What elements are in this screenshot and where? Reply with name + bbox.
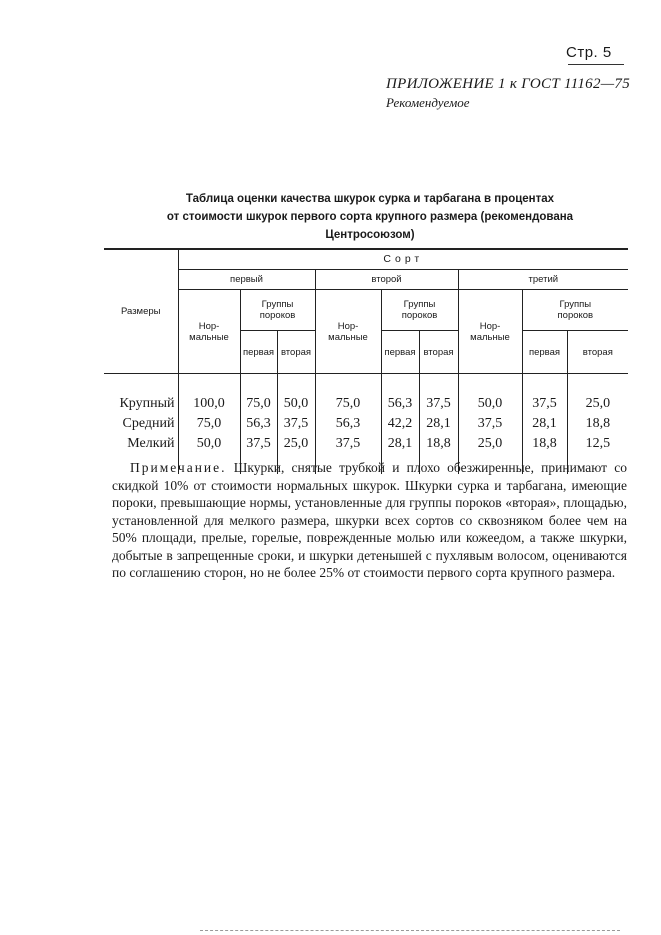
column-header-groups: Группы пороков: [381, 290, 458, 331]
column-header-grade-3: третий: [458, 270, 628, 290]
column-header-group-first: первая: [240, 331, 277, 374]
table-cell: 28,1: [381, 434, 419, 454]
table-cell: 37,5: [315, 434, 381, 454]
table-row: [104, 414, 628, 434]
table-note: [112, 459, 627, 582]
recommended-label: Рекомендуемое: [386, 95, 470, 110]
table-cell: 42,2: [381, 414, 419, 434]
note-text: Шкурки, снятые трубкой и плохо обезжиренные, принимают со скидкой 10% от стоимости нормальных шкурок. Шкурки сурка и тарбагана, имеющие пороки, превышающие нормы, установленные для группы пороков «вторая», площадью, установленной для мелкого размера, шкурки всех сортов со сквозняком более чем на 50% площади, прелые, горелые, поврежденные молью или кожеедом, а также шкурки, добытые в запрещенные сроки, и шкурки детенышей с пухлявым волосом, оцениваются по соглашению сторон, но не более 25% от стоимости первого сорта крупного размера.: [112, 460, 627, 580]
column-header-grade-1: первый: [178, 270, 315, 290]
table-title-line: Центросоюзом): [325, 229, 415, 241]
table-row: [104, 394, 628, 414]
quality-table: [104, 248, 628, 474]
page-number-rule: [568, 64, 624, 65]
table-cell: 12,5: [567, 434, 628, 454]
page-number: Стр. 5: [566, 44, 612, 61]
table-cell: 28,1: [419, 414, 458, 434]
table-cell: 28,1: [522, 414, 567, 434]
table-cell: 37,5: [240, 434, 277, 454]
row-size-label: Крупный: [119, 396, 175, 411]
table-cell: 37,5: [522, 394, 567, 414]
table-title-line: от стоимости шкурок первого сорта крупного размера (рекомендована: [166, 211, 574, 223]
table-cell: 25,0: [277, 434, 315, 454]
table-cell: 56,3: [315, 414, 381, 434]
table-cell: 25,0: [567, 394, 628, 414]
column-header-sort: Сорт: [178, 249, 628, 270]
column-header-normal: Нор- мальные: [315, 290, 381, 374]
row-size-label: Средний: [122, 416, 175, 431]
column-header-normal: Нор- мальные: [178, 290, 240, 374]
table-cell: 37,5: [419, 394, 458, 414]
table-cell: 56,3: [381, 394, 419, 414]
table-row: [104, 434, 628, 454]
table-cell: 37,5: [458, 414, 522, 434]
column-header-groups: Группы пороков: [240, 290, 315, 331]
appendix-heading: ПРИЛОЖЕНИЕ 1 к ГОСТ 11162—75: [386, 76, 631, 92]
table-cell: 50,0: [458, 394, 522, 414]
footer-rule: [200, 930, 620, 932]
table-cell: 75,0: [178, 414, 240, 434]
table-cell: 56,3: [240, 414, 277, 434]
table-cell: 100,0: [178, 394, 240, 414]
table-cell: 50,0: [178, 434, 240, 454]
table-title: [100, 190, 640, 244]
column-header-group-second: вторая: [567, 331, 628, 374]
column-header-group-first: первая: [522, 331, 567, 374]
table-cell: 25,0: [458, 434, 522, 454]
column-header-normal: Нор- мальные: [458, 290, 522, 374]
column-header-grade-2: второй: [315, 270, 458, 290]
table-cell: 75,0: [315, 394, 381, 414]
table-cell: 18,8: [522, 434, 567, 454]
table-cell: 18,8: [567, 414, 628, 434]
table-title-line: Таблица оценки качества шкурок сурка и тарбагана в процентах: [185, 193, 555, 205]
column-header-group-second: вторая: [277, 331, 315, 374]
table-cell: 18,8: [419, 434, 458, 454]
table-cell: 75,0: [240, 394, 277, 414]
column-header-sizes: Размеры: [104, 249, 178, 374]
table-cell: 50,0: [277, 394, 315, 414]
row-size-label: Мелкий: [127, 436, 175, 451]
table-cell: 37,5: [277, 414, 315, 434]
note-lead: Примечание.: [130, 460, 227, 475]
column-header-group-first: первая: [381, 331, 419, 374]
column-header-group-second: вторая: [419, 331, 458, 374]
column-header-groups: Группы пороков: [522, 290, 628, 331]
